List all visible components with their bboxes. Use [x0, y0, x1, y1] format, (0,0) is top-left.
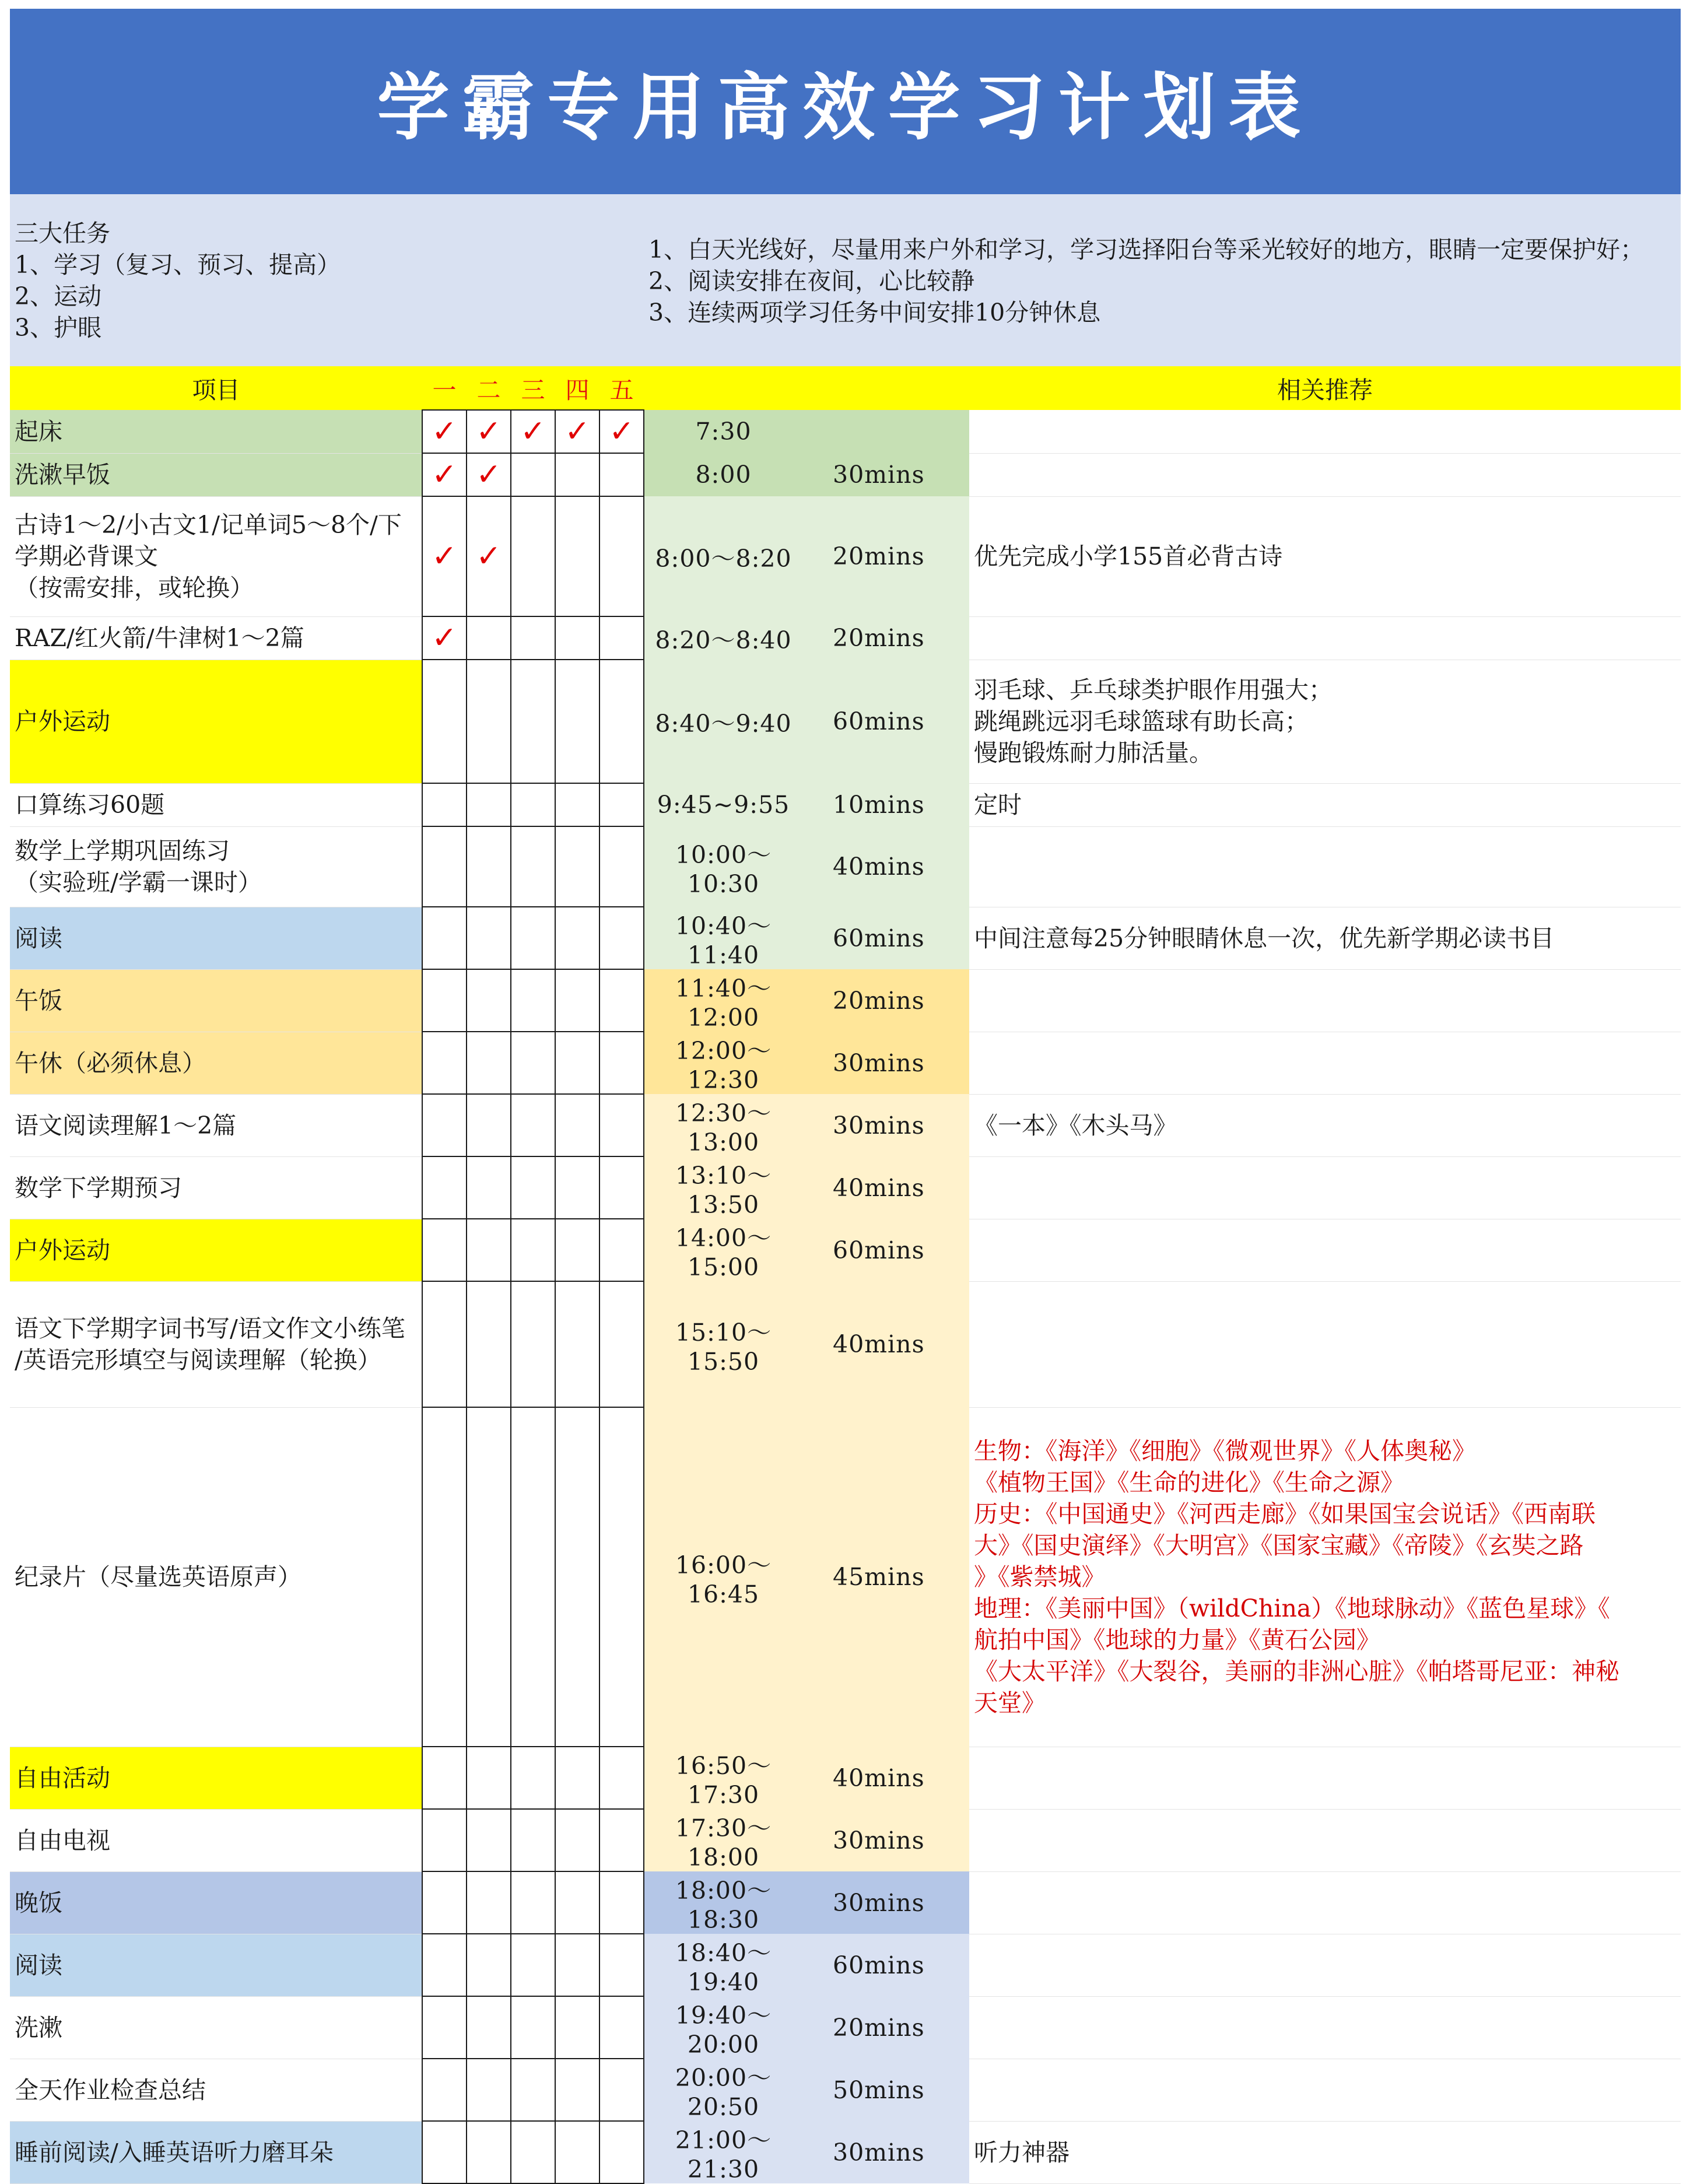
duration-cell: 30mins — [802, 2121, 969, 2183]
item-text: 学期必背课文 — [15, 542, 158, 570]
check-cell[interactable] — [511, 660, 555, 783]
time-cell: 11:40～12:00 — [644, 969, 802, 1032]
time-cell: 16:50～17:30 — [644, 1747, 802, 1809]
time-cell: 8:20～8:40 — [644, 616, 802, 660]
table-row — [10, 1996, 1681, 2059]
check-cell[interactable] — [422, 907, 467, 969]
check-cell[interactable] — [555, 660, 599, 783]
recommend-cell — [969, 1281, 1681, 1407]
check-cell[interactable] — [511, 453, 555, 496]
header-day-tue: 二 — [467, 366, 511, 410]
schedule-table — [10, 366, 1681, 2184]
item-text: 洗漱早饭 — [15, 461, 110, 489]
check-cell[interactable] — [555, 1934, 599, 1996]
check-cell[interactable] — [599, 660, 644, 783]
table-row — [10, 616, 1681, 660]
check-cell[interactable] — [599, 2059, 644, 2121]
check-cell[interactable]: ✓ — [599, 410, 644, 453]
table-row — [10, 1156, 1681, 1219]
check-cell[interactable] — [555, 969, 599, 1032]
recommend-cell — [969, 660, 1681, 783]
duration-cell: 40mins — [802, 1281, 969, 1407]
item-text: RAZ/红火箭/牛津树1～2篇 — [15, 624, 304, 652]
item-cell — [10, 907, 422, 969]
check-cell[interactable] — [511, 1934, 555, 1996]
item-cell — [10, 496, 422, 616]
check-cell[interactable]: ✓ — [555, 410, 599, 453]
recommend-cell — [969, 496, 1681, 616]
check-cell[interactable] — [467, 969, 511, 1032]
check-cell[interactable] — [467, 1281, 511, 1407]
check-cell[interactable] — [511, 1407, 555, 1747]
time-cell: 8:00～8:20 — [644, 496, 802, 616]
recommend-cell — [969, 2059, 1681, 2121]
duration-cell: 20mins — [802, 969, 969, 1032]
check-cell[interactable] — [599, 826, 644, 907]
recommend-cell — [969, 616, 1681, 660]
item-text: 数学下学期预习 — [15, 1173, 182, 1202]
task-item: 1、学习（复习、预习、提高） — [15, 251, 341, 279]
recommend-cell — [969, 969, 1681, 1032]
tip-item: 3、连续两项学习任务中间安排10分钟休息 — [648, 299, 1101, 327]
check-cell[interactable] — [422, 1156, 467, 1219]
check-cell[interactable] — [555, 1156, 599, 1219]
recommend-text: 听力神器 — [974, 2138, 1070, 2167]
item-text: 数学上学期巩固练习 — [15, 837, 230, 865]
check-cell[interactable] — [467, 1934, 511, 1996]
header-duration — [802, 366, 969, 410]
item-text: 午休（必须休息） — [15, 1049, 206, 1077]
duration-cell: 60mins — [802, 1219, 969, 1281]
check-cell[interactable] — [599, 1032, 644, 1094]
check-cell[interactable] — [555, 2059, 599, 2121]
item-text: 自由活动 — [15, 1764, 110, 1792]
check-cell[interactable] — [599, 1996, 644, 2059]
duration-cell: 30mins — [802, 1094, 969, 1156]
tips-list — [648, 234, 1644, 328]
check-cell[interactable] — [422, 1032, 467, 1094]
duration-cell: 10mins — [802, 783, 969, 826]
check-cell[interactable] — [511, 907, 555, 969]
duration-cell: 20mins — [802, 616, 969, 660]
item-cell — [10, 2121, 422, 2183]
item-text: 古诗1～2/小古文1/记单词5～8个/下 — [15, 511, 402, 539]
recommend-text: 生物：《海洋》《细胞》《微观世界》《人体奥秘》 — [974, 1437, 1476, 1465]
title-banner — [10, 9, 1681, 194]
item-cell — [10, 1934, 422, 1996]
table-row — [10, 453, 1681, 496]
check-cell[interactable] — [555, 1996, 599, 2059]
item-cell — [10, 1032, 422, 1094]
time-cell: 17:30～18:00 — [644, 1809, 802, 1871]
check-cell[interactable] — [467, 1219, 511, 1281]
check-cell[interactable] — [511, 1747, 555, 1809]
check-cell[interactable] — [467, 1996, 511, 2059]
check-cell[interactable] — [599, 496, 644, 616]
duration-cell: 40mins — [802, 1747, 969, 1809]
check-cell[interactable] — [467, 1094, 511, 1156]
duration-cell: 45mins — [802, 1407, 969, 1747]
check-cell[interactable] — [467, 783, 511, 826]
header-day-thu: 四 — [555, 366, 599, 410]
check-cell[interactable] — [599, 1094, 644, 1156]
time-cell: 19:40～20:00 — [644, 1996, 802, 2059]
duration-cell: 30mins — [802, 453, 969, 496]
time-cell: 12:00～12:30 — [644, 1032, 802, 1094]
table-row — [10, 660, 1681, 783]
check-cell[interactable] — [555, 1219, 599, 1281]
check-cell[interactable] — [511, 1996, 555, 2059]
time-cell: 8:40～9:40 — [644, 660, 802, 783]
item-text: 起床 — [15, 417, 62, 446]
item-cell — [10, 1094, 422, 1156]
recommend-text: 跳绳跳远羽毛球篮球有助长高； — [974, 707, 1309, 735]
table-row — [10, 1747, 1681, 1809]
time-cell: 13:10～13:50 — [644, 1156, 802, 1219]
item-text: 阅读 — [15, 1951, 62, 1979]
check-cell[interactable] — [599, 1281, 644, 1407]
item-text: 洗漱 — [15, 2013, 62, 2042]
recommend-cell — [969, 1809, 1681, 1871]
duration-cell: 40mins — [802, 1156, 969, 1219]
recommend-text: 《植物王国》《生命的进化》《生命之源》 — [974, 1468, 1404, 1496]
table-row — [10, 2121, 1681, 2183]
check-cell[interactable] — [511, 1156, 555, 1219]
check-cell[interactable] — [555, 1809, 599, 1871]
header-day-wed: 三 — [511, 366, 555, 410]
duration-cell: 40mins — [802, 826, 969, 907]
item-text: 户外运动 — [15, 707, 110, 735]
check-cell[interactable]: ✓ — [422, 453, 467, 496]
item-cell — [10, 1996, 422, 2059]
check-cell[interactable]: ✓ — [511, 410, 555, 453]
time-cell: 21:00～21:30 — [644, 2121, 802, 2183]
item-text: 睡前阅读/入睡英语听力磨耳朵 — [15, 2138, 334, 2167]
check-cell[interactable] — [555, 783, 599, 826]
time-cell: 7:30 — [644, 410, 802, 453]
table-row — [10, 496, 1681, 616]
check-cell[interactable]: ✓ — [422, 410, 467, 453]
check-cell[interactable] — [599, 453, 644, 496]
item-cell — [10, 1407, 422, 1747]
item-cell — [10, 410, 422, 453]
check-cell[interactable] — [599, 2121, 644, 2183]
table-row — [10, 410, 1681, 453]
duration-cell: 30mins — [802, 1809, 969, 1871]
duration-cell: 60mins — [802, 907, 969, 969]
item-text: 阅读 — [15, 924, 62, 952]
check-cell[interactable] — [555, 826, 599, 907]
item-text: 晚饭 — [15, 1888, 62, 1917]
time-cell: 10:40～11:40 — [644, 907, 802, 969]
recommend-cell — [969, 1094, 1681, 1156]
item-cell — [10, 783, 422, 826]
header-recommend: 相关推荐 — [969, 366, 1681, 410]
duration-cell: 20mins — [802, 1996, 969, 2059]
item-text: （实验班/学霸一课时） — [15, 868, 262, 896]
item-cell — [10, 1871, 422, 1934]
time-cell: 18:40～19:40 — [644, 1934, 802, 1996]
check-cell[interactable] — [422, 1996, 467, 2059]
header-day-mon: 一 — [422, 366, 467, 410]
check-cell[interactable] — [599, 616, 644, 660]
check-cell[interactable] — [422, 1281, 467, 1407]
recommend-text: 定时 — [974, 791, 1022, 819]
recommend-text: 《一本》《木头马》 — [974, 1111, 1177, 1140]
check-cell[interactable] — [467, 616, 511, 660]
recommend-cell — [969, 1219, 1681, 1281]
check-cell[interactable] — [555, 616, 599, 660]
check-cell[interactable] — [422, 1871, 467, 1934]
check-cell[interactable] — [511, 1094, 555, 1156]
check-cell[interactable]: ✓ — [422, 616, 467, 660]
check-cell[interactable]: ✓ — [467, 496, 511, 616]
check-cell[interactable] — [555, 496, 599, 616]
check-cell[interactable] — [467, 1407, 511, 1747]
notes-section — [10, 194, 1681, 366]
check-cell[interactable] — [422, 1219, 467, 1281]
check-cell[interactable] — [599, 783, 644, 826]
recommend-text: 慢跑锻炼耐力肺活量。 — [974, 739, 1213, 767]
item-cell — [10, 616, 422, 660]
recommend-cell — [969, 1156, 1681, 1219]
check-cell[interactable] — [422, 1809, 467, 1871]
check-cell[interactable] — [599, 1407, 644, 1747]
check-cell[interactable] — [599, 1871, 644, 1934]
recommend-text: 大》《国史演绎》《大明宫》《国家宝藏》《帝陵》《玄奘之路 — [974, 1531, 1584, 1559]
check-cell[interactable] — [511, 496, 555, 616]
check-cell[interactable] — [511, 616, 555, 660]
check-cell[interactable] — [599, 969, 644, 1032]
tasks-heading: 三大任务 — [15, 219, 110, 247]
table-row — [10, 1281, 1681, 1407]
item-text: （按需安排，或轮换） — [15, 574, 254, 602]
recommend-cell — [969, 1996, 1681, 2059]
recommend-cell — [969, 410, 1681, 453]
check-cell[interactable] — [467, 907, 511, 969]
check-cell[interactable] — [599, 1809, 644, 1871]
recommend-text: 《大太平洋》《大裂谷，美丽的非洲心脏》《帕塔哥尼亚：神秘 — [974, 1657, 1619, 1685]
check-cell[interactable] — [555, 2121, 599, 2183]
time-cell: 14:00～15:00 — [644, 1219, 802, 1281]
recommend-cell — [969, 1032, 1681, 1094]
check-cell[interactable] — [511, 969, 555, 1032]
check-cell[interactable] — [422, 1747, 467, 1809]
item-text: 语文阅读理解1～2篇 — [15, 1111, 237, 1140]
recommend-cell — [969, 1407, 1681, 1747]
header-row — [10, 366, 1681, 410]
item-text: 口算练习60题 — [15, 791, 165, 819]
table-row — [10, 783, 1681, 826]
check-cell[interactable] — [467, 1032, 511, 1094]
item-text: 午饭 — [15, 986, 62, 1015]
item-cell — [10, 969, 422, 1032]
check-cell[interactable] — [467, 1156, 511, 1219]
item-text: 语文下学期字词书写/语文作文小练笔 — [15, 1314, 405, 1342]
check-cell[interactable] — [511, 2121, 555, 2183]
recommend-text: 天堂》 — [974, 1689, 1046, 1717]
recommend-text: 优先完成小学155首必背古诗 — [974, 542, 1283, 570]
task-item: 3、护眼 — [15, 314, 102, 342]
recommend-cell — [969, 453, 1681, 496]
table-row — [10, 1407, 1681, 1747]
recommend-cell — [969, 1747, 1681, 1809]
recommend-text: 航拍中国》《地球的力量》《黄石公园》 — [974, 1626, 1380, 1654]
table-row — [10, 1871, 1681, 1934]
check-cell[interactable] — [511, 1032, 555, 1094]
table-row — [10, 826, 1681, 907]
check-cell[interactable]: ✓ — [467, 453, 511, 496]
duration-cell: 30mins — [802, 1032, 969, 1094]
recommend-text: 中间注意每25分钟眼睛休息一次，优先新学期必读书目 — [974, 924, 1555, 952]
table-row — [10, 1219, 1681, 1281]
check-cell[interactable] — [599, 1219, 644, 1281]
duration-cell: 20mins — [802, 496, 969, 616]
recommend-cell — [969, 1934, 1681, 1996]
header-item: 项目 — [10, 366, 422, 410]
check-cell[interactable] — [422, 1407, 467, 1747]
check-cell[interactable] — [422, 969, 467, 1032]
item-cell — [10, 2059, 422, 2121]
recommend-text: 羽毛球、乒乓球类护眼作用强大； — [974, 676, 1333, 704]
item-cell — [10, 1281, 422, 1407]
time-cell: 10:00～10:30 — [644, 826, 802, 907]
tip-item: 2、阅读安排在夜间，心比较静 — [648, 267, 975, 295]
check-cell[interactable] — [467, 2121, 511, 2183]
time-cell: 16:00～16:45 — [644, 1407, 802, 1747]
time-cell: 9:45~9:55 — [644, 783, 802, 826]
recommend-cell — [969, 2121, 1681, 2183]
check-cell[interactable] — [555, 1281, 599, 1407]
recommend-cell — [969, 826, 1681, 907]
time-cell: 20:00～20:50 — [644, 2059, 802, 2121]
table-row — [10, 969, 1681, 1032]
check-cell[interactable] — [511, 2059, 555, 2121]
check-cell[interactable]: ✓ — [467, 410, 511, 453]
item-text: 户外运动 — [15, 1236, 110, 1264]
check-cell[interactable] — [467, 2059, 511, 2121]
item-cell — [10, 1809, 422, 1871]
check-cell[interactable] — [467, 1809, 511, 1871]
check-cell[interactable] — [511, 1219, 555, 1281]
table-row — [10, 1809, 1681, 1871]
item-cell — [10, 453, 422, 496]
check-cell[interactable] — [555, 1871, 599, 1934]
recommend-cell — [969, 1871, 1681, 1934]
check-cell[interactable] — [555, 453, 599, 496]
duration-cell — [802, 410, 969, 453]
check-cell[interactable] — [422, 660, 467, 783]
check-cell[interactable] — [555, 907, 599, 969]
check-cell[interactable] — [511, 826, 555, 907]
table-row — [10, 2059, 1681, 2121]
time-cell: 8:00 — [644, 453, 802, 496]
item-cell — [10, 1156, 422, 1219]
check-cell[interactable] — [599, 1156, 644, 1219]
item-cell — [10, 1747, 422, 1809]
check-cell[interactable] — [422, 2059, 467, 2121]
tasks-list — [15, 218, 341, 343]
duration-cell: 30mins — [802, 1871, 969, 1934]
check-cell[interactable] — [422, 783, 467, 826]
check-cell[interactable] — [467, 1871, 511, 1934]
check-cell[interactable] — [511, 783, 555, 826]
check-cell[interactable] — [555, 1094, 599, 1156]
recommend-text: 历史：《中国通史》《河西走廊》《如果国宝会说话》《西南联 — [974, 1500, 1596, 1528]
header-time — [644, 366, 802, 410]
time-cell: 15:10～15:50 — [644, 1281, 802, 1407]
item-cell — [10, 660, 422, 783]
check-cell[interactable] — [422, 1934, 467, 1996]
duration-cell: 60mins — [802, 660, 969, 783]
table-row — [10, 1094, 1681, 1156]
check-cell[interactable] — [422, 2121, 467, 2183]
check-cell[interactable] — [555, 1747, 599, 1809]
check-cell[interactable] — [555, 1032, 599, 1094]
check-cell[interactable] — [511, 1871, 555, 1934]
time-cell: 12:30～13:00 — [644, 1094, 802, 1156]
item-text: 全天作业检查总结 — [15, 2076, 206, 2104]
recommend-text: 》《紫禁城》 — [974, 1563, 1106, 1591]
task-item: 2、运动 — [15, 282, 102, 310]
item-cell — [10, 826, 422, 907]
item-text: 自由电视 — [15, 1826, 110, 1855]
table-row — [10, 1032, 1681, 1094]
tip-item: 1、白天光线好，尽量用来户外和学习，学习选择阳台等采光较好的地方，眼睛一定要保护好； — [648, 236, 1645, 264]
check-cell[interactable] — [555, 1407, 599, 1747]
recommend-cell — [969, 907, 1681, 969]
page-title: 学霸专用高效学习计划表 — [377, 65, 1314, 150]
item-text: 纪录片（尽量选英语原声） — [15, 1563, 301, 1591]
table-row — [10, 907, 1681, 969]
check-cell[interactable]: ✓ — [422, 496, 467, 616]
check-cell[interactable] — [422, 826, 467, 907]
check-cell[interactable] — [467, 1747, 511, 1809]
recommend-cell — [969, 783, 1681, 826]
check-cell[interactable] — [599, 907, 644, 969]
item-cell — [10, 1219, 422, 1281]
check-cell[interactable] — [599, 1934, 644, 1996]
item-text: /英语完形填空与阅读理解（轮换） — [15, 1346, 381, 1374]
duration-cell: 50mins — [802, 2059, 969, 2121]
check-cell[interactable] — [467, 826, 511, 907]
header-day-fri: 五 — [599, 366, 644, 410]
check-cell[interactable] — [599, 1747, 644, 1809]
check-cell[interactable] — [511, 1809, 555, 1871]
table-row — [10, 1934, 1681, 1996]
duration-cell: 60mins — [802, 1934, 969, 1996]
recommend-text: 地理：《美丽中国》（wildChina）《地球脉动》《蓝色星球》《 — [974, 1594, 1610, 1622]
time-cell: 18:00～18:30 — [644, 1871, 802, 1934]
check-cell[interactable] — [467, 660, 511, 783]
check-cell[interactable] — [422, 1094, 467, 1156]
check-cell[interactable] — [511, 1281, 555, 1407]
